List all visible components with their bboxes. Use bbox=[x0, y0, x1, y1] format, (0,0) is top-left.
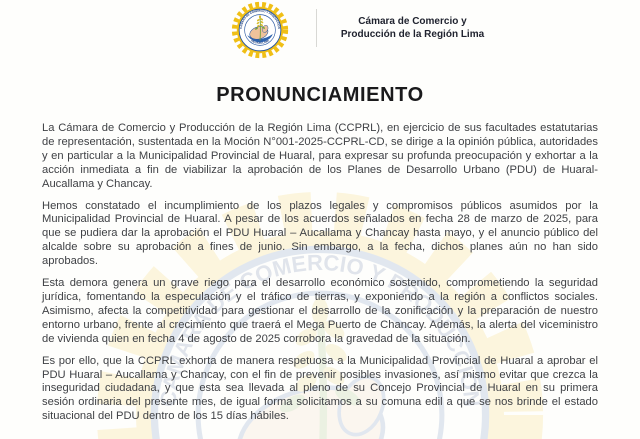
ccprl-logo bbox=[231, 1, 289, 59]
document-body bbox=[42, 122, 598, 432]
paragraph-2: Hemos constatado el incumplimiento de los plazos legales y compromisos públicos asumidos por la Municipalidad Provincial de Huaral. A pesar de los acuerdos señalados en fecha 28 de marzo de 2025, para que se pudiera dar la aprobación el PDU Huaral – Aucallama y Chancay hasta mayo, y el anuncio público del alcalde sobre su aprobación a fines de junio. Sin embargo, a la fecha, dichos planes aún no han sido aprobados. bbox=[42, 199, 598, 268]
organization-name bbox=[330, 15, 495, 41]
document-title: PRONUNCIAMIENTO bbox=[216, 84, 424, 106]
paragraph-3: Esta demora genera un grave riego para el desarrollo económico sostenido, comprometiendo la seguridad jurídica, fomentando la especulación y el tráfico de tierras, y exponiendo a la región a conflictos sociales. Asimismo, afecta la competitividad para gestionar el desarrollo de la zonificación y la preparación de nuestro entorno urbano, frente al crecimiento que traerá el Mega Puerto de Chancay. Además, la alerta del viceministro de vivienda quien en fecha 4 de agosto de 2025 corrobora la gravedad de la situación. bbox=[42, 277, 598, 345]
organization-name-line2: Producción de la Región Lima bbox=[340, 29, 485, 40]
header-divider bbox=[316, 9, 317, 47]
paragraph-1: La Cámara de Comercio y Producción de la Región Lima (CCPRL), en ejercicio de sus facultades estatutarias de representación, sustentada en la Moción N°001-2025-CCPRL-CD, se dirige a la opinión pública, autoridades y en particular a la Municipalidad Provincial de Huaral, para expresar su profunda preocupación y exhortar a la acción inmediata a fin de viabilizar la aprobación de los Planes de Desarrollo Urbano (PDU) de Huaral-Aucallama y Chancay. bbox=[42, 122, 598, 190]
organization-name-line1: Cámara de Comercio y bbox=[358, 16, 467, 27]
paragraph-4: Es por ello, que la CCPRL exhorta de manera respetuosa a la Municipalidad Provincial de Huaral a aprobar el PDU Huaral – Aucallama y Chancay, con el fin de prevenir posibles invasiones, así mismo evitar que crezca la inseguridad ciudadana, y que esta sea llevada al pleno de su Concejo Provincial de Huaral en su primera sesión ordinaria del presente mes, de igual forma solicitamos a su comuna edil a que se nos brinde el estado situacional del PDU dentro de los 15 días hábiles. bbox=[42, 354, 598, 423]
